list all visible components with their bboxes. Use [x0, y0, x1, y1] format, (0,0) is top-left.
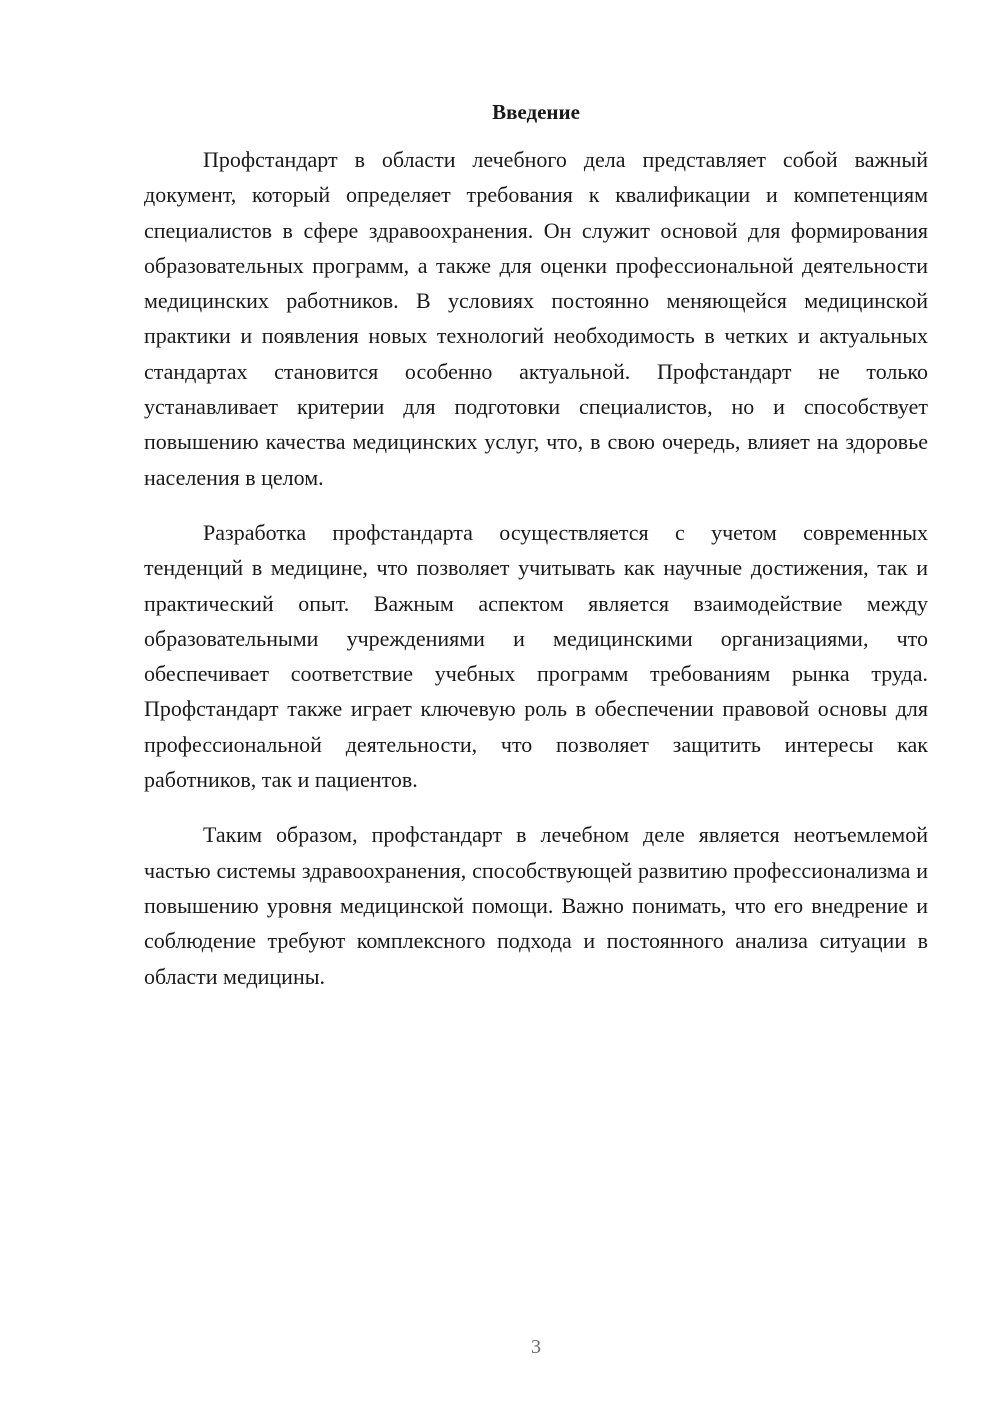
paragraph-3: Таким образом, профстандарт в лечебном деле является неотъемлемой частью системы здравоохранения, способствующей развитию профессионализма и повышению уровня медицинской помощи. Важно понимать, что его внедрение и соблюдение требуют комплексного подхода и постоянного анализа ситуации в области медицины. — [144, 822, 928, 989]
body-text — [144, 142, 928, 1014]
section-heading: Введение — [492, 100, 580, 124]
paragraph-1: Профстандарт в области лечебного дела представляет собой важный документ, который определяет требования к квалификации и компетенциям специалистов в сфере здравоохранения. Он служит основой для формирования образовательных программ, а также для оценки профессиональной деятельности медицинских работников. В условиях постоянно меняющейся медицинской практики и появления новых технологий необходимость в четких и актуальных стандартах становится особенно актуальной. Профстандарт не только устанавливает критерии для подготовки специалистов, но и способствует повышению качества медицинских услуг, что, в свою очередь, влияет на здоровье населения в целом. — [144, 147, 928, 490]
page-number: 3 — [531, 1336, 541, 1358]
paragraph-2: Разработка профстандарта осуществляется с учетом современных тенденций в медицине, что позволяет учитывать как научные достижения, так и практический опыт. Важным аспектом является взаимодействие между образовательными учреждениями и медицинскими организациями, что обеспечивает соответствие учебных программ требованиям рынка труда. Профстандарт также играет ключевую роль в обеспечении правовой основы для профессиональной деятельности, что позволяет защитить интересы как работников, так и пациентов. — [144, 519, 928, 793]
